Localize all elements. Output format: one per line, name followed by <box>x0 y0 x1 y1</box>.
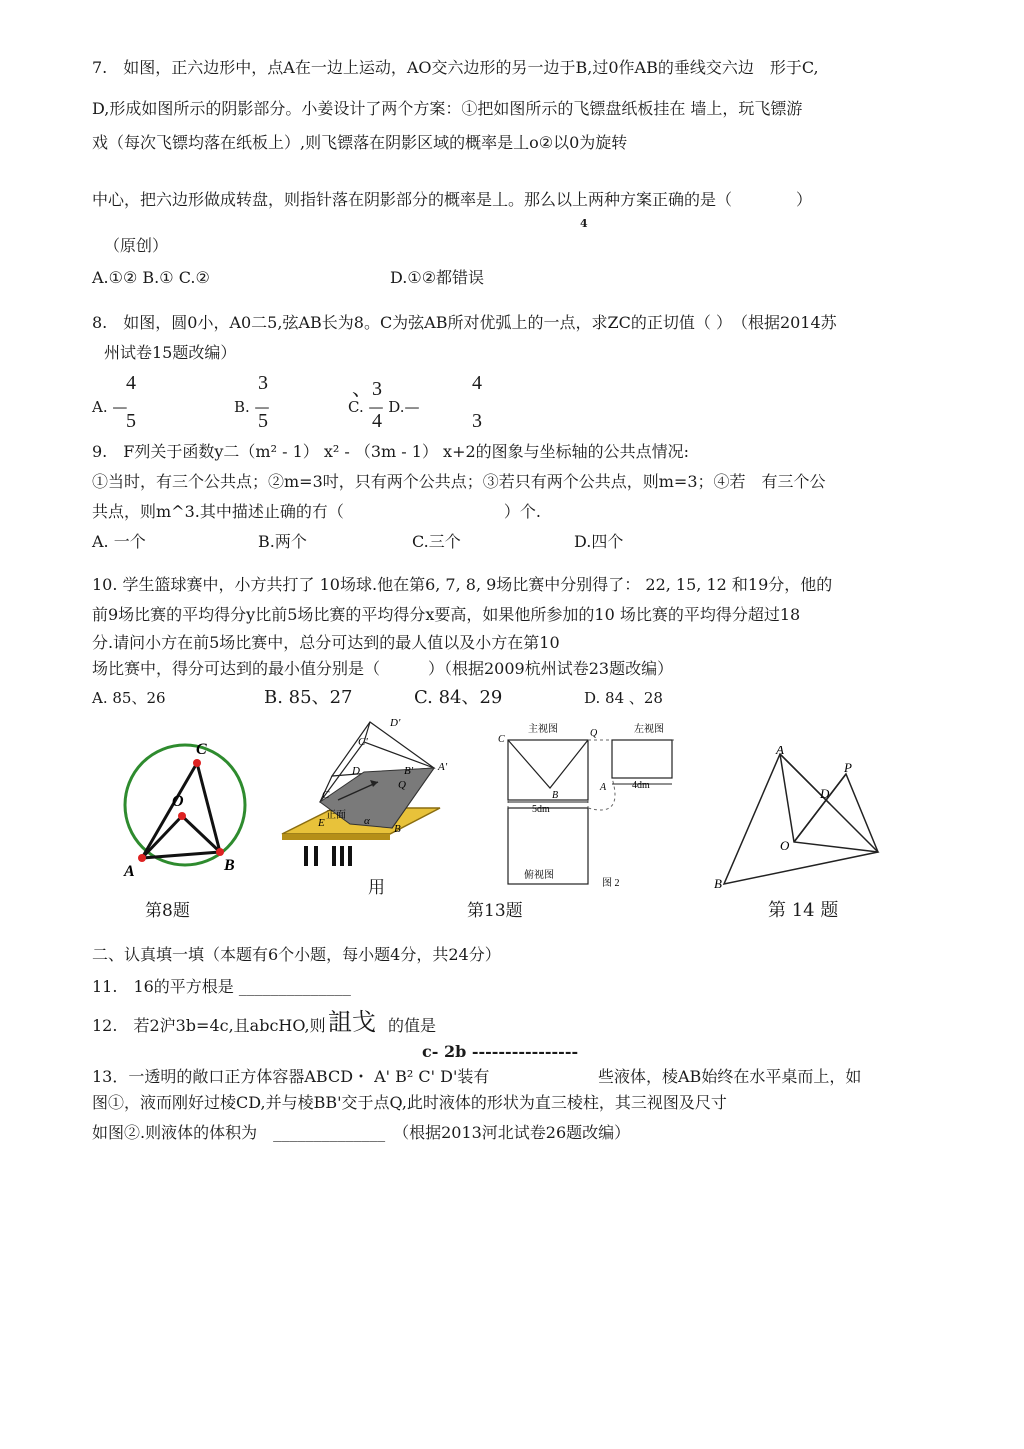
svg-text:C: C <box>322 789 330 801</box>
label-zhengmian: 正面 <box>326 810 346 821</box>
fig14-label-a: A <box>776 746 784 757</box>
label-left-view: 左视图 <box>634 724 664 735</box>
svg-text:C': C' <box>358 736 368 748</box>
label-top-view: 俯视图 <box>524 870 554 881</box>
svg-text:D: D <box>352 765 360 777</box>
q7-line2: D,形成如图所示的阴影部分。小姜设计了两个方案：①把如图所示的飞镖盘纸板挂在 墙上，玩飞镖游 <box>92 99 803 118</box>
caption-q8: 第8题 <box>145 901 190 921</box>
q10-option-b: B. 85、27 <box>264 687 353 708</box>
q8-num-c: 、3 <box>352 378 382 400</box>
svg-text:Q: Q <box>398 779 406 791</box>
q12-denominator: c- 2b ---------------- <box>422 1042 579 1061</box>
label-front-view: 主视图 <box>528 724 558 735</box>
q10-line2: 前9场比赛的平均得分y比前5场比赛的平均得分x要高，如果他所参加的10 场比赛的平均得分超过18 <box>92 605 801 624</box>
q12-numerator: 詛戈 <box>328 1008 376 1036</box>
svg-text:A': A' <box>438 761 448 773</box>
q13-line1b: 些液体，棱AB始终在水平桌而上，如 <box>598 1067 862 1086</box>
figure-q8-circle <box>112 730 262 880</box>
q7-options-abc: A.①② B.① C.② <box>92 268 210 287</box>
caption-yong: 用 <box>368 878 385 898</box>
q8-line2: 州试卷15题改编） <box>104 343 237 362</box>
q8-num-a: 4 <box>126 372 136 394</box>
q8-option-a: A. — <box>92 398 128 416</box>
fig14-label-d: D <box>820 786 830 801</box>
q8-den-a: 5 <box>126 410 136 432</box>
fig14-label-o: O <box>780 838 790 853</box>
svg-text:A: A <box>600 782 607 793</box>
figure-q14 <box>710 746 890 892</box>
svg-text:B: B <box>552 790 559 801</box>
q9-line1: 9. F列关于函数y二（m² - 1） x² - （3m - 1） x+2的图象与坐标轴的公共点情况: <box>92 442 690 461</box>
q8-den-d: 3 <box>472 410 482 432</box>
caption-q14: 第 14 题 <box>768 900 839 921</box>
q7-subscript: 4 <box>580 217 588 230</box>
fig8-label-a: A <box>124 863 135 880</box>
figure-q13-cube <box>278 712 448 872</box>
q9-line2: ①当时，有三个公共点；②m=3吋，只有两个公共点；③若只有两个公共点，则m=3；④若 有三个公 <box>92 472 826 491</box>
svg-text:D': D' <box>390 717 401 729</box>
svg-text:C: C <box>498 734 505 745</box>
q9-line3: 共点，则m^3.其中描述止确的冇（ ）个. <box>92 502 541 521</box>
q10-line3: 分.请问小方在前5场比赛中，总分可达到的最人值以及小方在第10 <box>92 633 560 652</box>
q12-prefix: 12. 若2沪3b=4c,且abcHO,则 <box>92 1016 326 1035</box>
q8-num-d: 4 <box>472 372 482 394</box>
svg-text:Q: Q <box>590 728 598 739</box>
q8-num-b: 3 <box>258 372 268 394</box>
q10-option-a: A. 85、26 <box>92 689 166 707</box>
fig14-label-b: B <box>714 876 722 891</box>
q13-line2: 图①，液而刚好过棱CD,并与棱BB'交于点Q,此时液体的形状为直三棱柱，其三视图及尺寸 <box>92 1093 727 1112</box>
caption-q13: 第13题 <box>467 901 523 921</box>
q9-option-c: C.三个 <box>412 532 461 551</box>
fig8-label-b: B <box>224 857 235 874</box>
figure-q13-three-views <box>494 718 694 890</box>
svg-text:α: α <box>364 815 370 827</box>
label-fig2: 图 2 <box>602 878 620 889</box>
q9-option-a: A. 一个 <box>92 532 146 551</box>
svg-text:B': B' <box>404 765 414 777</box>
q9-option-b: B.两个 <box>258 532 307 551</box>
fig8-label-o: O <box>172 793 184 810</box>
q10-line1: 10. 学生篮球赛中，小方共打了 10场球.他在第6, 7, 8, 9场比赛中分别得了： 22, 15, 12 和19分，他的 <box>92 575 833 594</box>
q10-line4: 场比赛中，得分可达到的最小值分别是（ ）（根据2009杭州试卷23题改编） <box>92 659 674 678</box>
q7-line5: （原创） <box>104 236 169 255</box>
q10-option-d: D. 84 、28 <box>584 689 663 707</box>
q8-den-b: 5 <box>258 410 268 432</box>
q13-line1a: 13．一透明的敞口正方体容器ABCD・ A' B² C' D'装有 <box>92 1067 490 1086</box>
q8-option-cd: C. — D.— <box>348 398 420 416</box>
q12-suffix: 的值是 <box>388 1016 437 1035</box>
label-dim-4: 4dm <box>632 780 650 791</box>
section2-title: 二、认真填一填（本题有6个小题，每小题4分，共24分） <box>92 945 501 964</box>
svg-text:B: B <box>394 823 401 835</box>
q9-option-d: D.四个 <box>574 532 624 551</box>
q8-line1: 8. 如图，圆0小，A0二5,弦AB长为8。C为弦AB所对优弧上的一点，求ZC的正切值（ ） （根据2014苏 <box>92 313 837 332</box>
fig14-label-p: P <box>844 760 852 775</box>
svg-text:E: E <box>318 817 325 829</box>
q8-option-b: B. — <box>234 398 270 416</box>
label-dim-5: 5dm <box>532 804 550 815</box>
q7-line3: 戏（每次飞镖均落在纸板上）,则飞镖落在阴影区域的概率是丄o②以0为旋转 <box>92 133 628 152</box>
q7-line4: 中心，把六边形做成转盘，则指针落在阴影部分的概率是丄。那么以上两种方案正确的是（ ） <box>92 190 813 209</box>
q13-line3: 如图②.则液体的体积为 ______________ （根据2013河北试卷26题改编） <box>92 1123 631 1142</box>
q7-option-d: D.①②都错误 <box>390 268 485 287</box>
q7-line1: 7. 如图，正六边形中，点A在一边上运动，AO交六边形的另一边于B,过0作AB的垂线交六边 形于C, <box>92 58 819 77</box>
q8-den-c: 4 <box>372 410 382 432</box>
q11: 11. 16的平方根是 ______________ <box>92 977 351 996</box>
q10-option-c: C. 84、29 <box>414 687 503 708</box>
fig8-label-c: C <box>196 741 207 758</box>
